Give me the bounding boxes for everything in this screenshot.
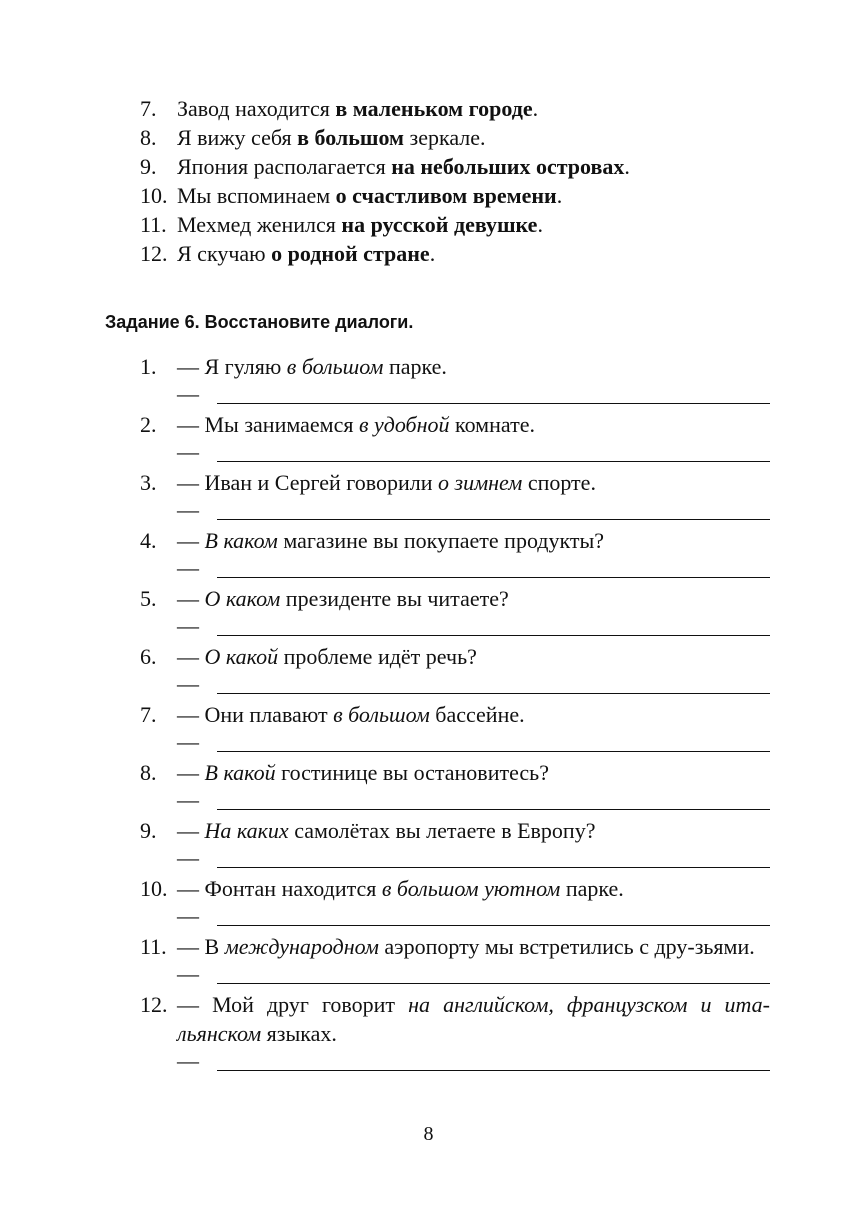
answer-row [177, 961, 770, 990]
answer-blank-line[interactable] [217, 1070, 770, 1071]
item-number: 3. [140, 470, 157, 495]
dialog-question: — На каких самолётах вы летаете в Европу? [177, 818, 596, 843]
answer-blank-line[interactable] [217, 577, 770, 578]
item-number: 10. [140, 876, 168, 901]
answer-blank-line[interactable] [217, 403, 770, 404]
dialog-item [140, 584, 770, 642]
dialog-question: — В каком магазине вы покупаете продукты? [177, 528, 605, 553]
list-item [140, 210, 780, 239]
task-6-heading: Задание 6. Восстановите диалоги. [105, 312, 414, 332]
item-number: 5. [140, 586, 157, 611]
answer-blank-line[interactable] [217, 693, 770, 694]
list-item [140, 239, 780, 268]
answer-dash: — [177, 903, 199, 928]
dialog-question: — Мой друг говорит на английском, французском и ита-льянском языках. [177, 992, 770, 1046]
answer-dash: — [177, 439, 199, 464]
answer-blank-line[interactable] [217, 983, 770, 984]
answer-dash: — [177, 787, 199, 812]
dialog-question: — Иван и Сергей говорили о зимнем спорте. [177, 470, 596, 495]
answer-row [177, 555, 770, 584]
exercise-5-list [140, 94, 780, 268]
dialog-question: — О каком президенте вы читаете? [177, 586, 509, 611]
item-number: 4. [140, 528, 157, 553]
item-number: 7. [140, 702, 157, 727]
dialog-item [140, 700, 770, 758]
item-text: Завод находится в маленьком городе. [177, 96, 539, 121]
dialog-question: — О какой проблеме идёт речь? [177, 644, 477, 669]
answer-dash: — [177, 1048, 199, 1073]
dialog-item [140, 642, 770, 700]
page-number: 8 [423, 1123, 434, 1145]
dialog-item [140, 410, 770, 468]
answer-dash: — [177, 671, 199, 696]
item-text: Мы вспоминаем о счастливом времени. [177, 183, 563, 208]
answer-blank-line[interactable] [217, 809, 770, 810]
answer-blank-line[interactable] [217, 519, 770, 520]
item-text: Япония располагается на небольших островах. [177, 154, 630, 179]
dialog-question: — В какой гостинице вы остановитесь? [177, 760, 549, 785]
answer-dash: — [177, 613, 199, 638]
dialog-item [140, 526, 770, 584]
dialog-item [140, 932, 770, 990]
answer-blank-line[interactable] [217, 867, 770, 868]
answer-dash: — [177, 381, 199, 406]
dialog-item [140, 816, 770, 874]
answer-row [177, 1048, 770, 1077]
item-number: 1. [140, 354, 157, 379]
item-number: 11. [140, 212, 167, 237]
answer-dash: — [177, 729, 199, 754]
dialog-item [140, 468, 770, 526]
list-item [140, 123, 780, 152]
answer-dash: — [177, 845, 199, 870]
item-number: 12. [140, 241, 168, 266]
dialog-item [140, 352, 770, 410]
answer-blank-line[interactable] [217, 635, 770, 636]
list-item [140, 94, 780, 123]
answer-row [177, 613, 770, 642]
item-number: 6. [140, 644, 157, 669]
dialog-list [140, 352, 770, 1077]
answer-row [177, 381, 770, 410]
dialog-question: — В международном аэропорту мы встретились с дру-зьями. [177, 934, 755, 959]
item-number: 11. [140, 934, 167, 959]
dialog-question: — Фонтан находится в большом уютном парке. [177, 876, 624, 901]
dialog-item [140, 990, 770, 1077]
item-number: 12. [140, 992, 168, 1017]
dialog-item [140, 874, 770, 932]
answer-row [177, 729, 770, 758]
item-number: 8. [140, 760, 157, 785]
answer-row [177, 497, 770, 526]
answer-dash: — [177, 555, 199, 580]
item-text: Я скучаю о родной стране. [177, 241, 436, 266]
item-number: 9. [140, 818, 157, 843]
answer-row [177, 845, 770, 874]
answer-dash: — [177, 497, 199, 522]
answer-blank-line[interactable] [217, 751, 770, 752]
item-text: Мехмед женился на русской девушке. [177, 212, 543, 237]
answer-dash: — [177, 961, 199, 986]
answer-row [177, 787, 770, 816]
dialog-question: — Они плавают в большом бассейне. [177, 702, 525, 727]
answer-blank-line[interactable] [217, 461, 770, 462]
list-item [140, 181, 780, 210]
item-number: 2. [140, 412, 157, 437]
list-item [140, 152, 780, 181]
answer-row [177, 671, 770, 700]
answer-row [177, 439, 770, 468]
item-number: 7. [140, 96, 157, 121]
answer-row [177, 903, 770, 932]
dialog-question: — Мы занимаемся в удобной комнате. [177, 412, 535, 437]
dialog-question: — Я гуляю в большом парке. [177, 354, 447, 379]
item-number: 10. [140, 183, 168, 208]
item-number: 8. [140, 125, 157, 150]
answer-blank-line[interactable] [217, 925, 770, 926]
dialog-item [140, 758, 770, 816]
item-text: Я вижу себя в большом зеркале. [177, 125, 486, 150]
item-number: 9. [140, 154, 157, 179]
